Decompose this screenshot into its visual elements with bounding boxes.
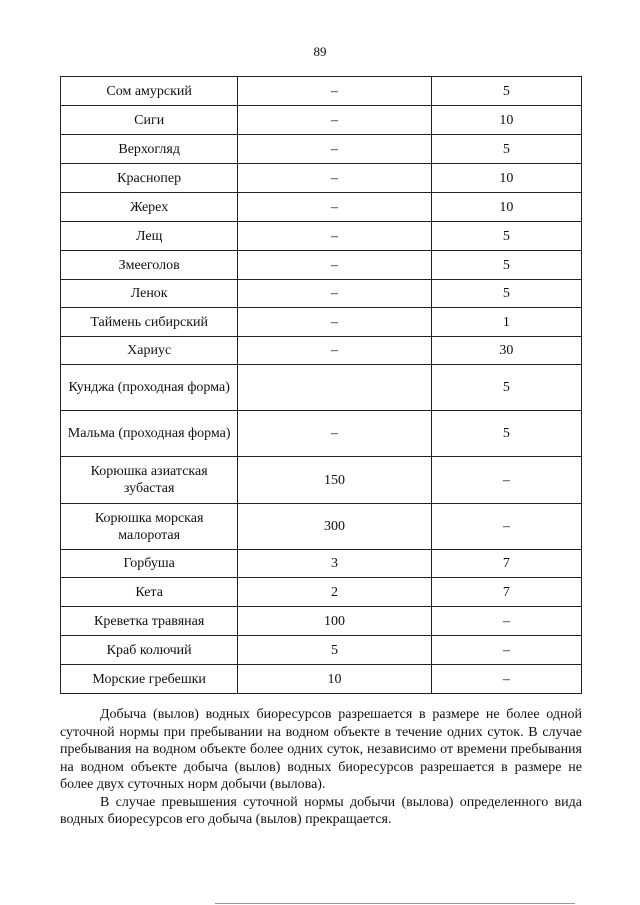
value-b-cell: –: [431, 504, 581, 550]
value-a-cell: 10: [238, 665, 431, 694]
table-row: [61, 365, 582, 411]
value-a-cell: –: [238, 280, 431, 308]
table-row: [61, 77, 582, 106]
species-name-cell: Хариус: [61, 337, 238, 365]
species-table: [60, 76, 582, 694]
value-a-cell: –: [238, 135, 431, 164]
table-row: [61, 607, 582, 636]
species-name-cell: Змееголов: [61, 251, 238, 280]
table-row: [61, 164, 582, 193]
value-b-cell: 5: [431, 280, 581, 308]
table-row: [61, 193, 582, 222]
table-row: [61, 636, 582, 665]
bottom-rule: [215, 903, 575, 904]
value-a-cell: –: [238, 193, 431, 222]
species-name-cell: Корюшка морская малоротая: [61, 504, 238, 550]
page-number: 89: [313, 44, 327, 59]
value-b-cell: 5: [431, 251, 581, 280]
species-name-cell: Кунджа (проходная форма): [61, 365, 238, 411]
value-a-cell: 2: [238, 578, 431, 607]
species-name-cell: Ленок: [61, 280, 238, 308]
value-b-cell: 5: [431, 77, 581, 106]
value-b-cell: 5: [431, 135, 581, 164]
value-a-cell: 300: [238, 504, 431, 550]
value-a-cell: 150: [238, 457, 431, 504]
species-name-cell: Лещ: [61, 222, 238, 251]
value-a-cell: –: [238, 308, 431, 337]
table-row: [61, 280, 582, 308]
value-a-cell: –: [238, 411, 431, 457]
table-row: [61, 457, 582, 504]
species-name-cell: Краб колючий: [61, 636, 238, 665]
table-row: [61, 665, 582, 694]
table-row: [61, 135, 582, 164]
value-a-cell: 5: [238, 636, 431, 665]
species-name-cell: Краснопер: [61, 164, 238, 193]
value-b-cell: 10: [431, 193, 581, 222]
value-b-cell: 5: [431, 222, 581, 251]
table-row: [61, 550, 582, 578]
species-name-cell: Сиги: [61, 106, 238, 135]
table-row: [61, 222, 582, 251]
value-b-cell: 30: [431, 337, 581, 365]
species-name-cell: Мальма (проходная форма): [61, 411, 238, 457]
table-row: [61, 504, 582, 550]
species-name-cell: Корюшка азиатская зубастая: [61, 457, 238, 504]
value-b-cell: 10: [431, 164, 581, 193]
value-a-cell: [238, 365, 431, 411]
value-b-cell: –: [431, 665, 581, 694]
paragraph-1: Добыча (вылов) водных биоресурсов разрешается в размере не более одной суточной нормы при пребывании на водном объекте в течение одних суток. В случае пребывания на водном объекте более одних суток, независимо от времени пребывания на водном объекте добыча (вылов) водных биоресурсов разрешается в размере не более двух суточных норм добычи (вылова).: [60, 707, 582, 792]
species-name-cell: Кета: [61, 578, 238, 607]
species-name-cell: Жерех: [61, 193, 238, 222]
table-row: [61, 411, 582, 457]
table-row: [61, 106, 582, 135]
value-a-cell: –: [238, 251, 431, 280]
species-name-cell: Горбуша: [61, 550, 238, 578]
value-b-cell: –: [431, 636, 581, 665]
value-a-cell: 100: [238, 607, 431, 636]
table-row: [61, 578, 582, 607]
species-name-cell: Таймень сибирский: [61, 308, 238, 337]
value-b-cell: –: [431, 607, 581, 636]
text-block: [60, 706, 582, 829]
value-b-cell: 5: [431, 411, 581, 457]
table-row: [61, 251, 582, 280]
value-a-cell: –: [238, 164, 431, 193]
value-b-cell: 7: [431, 550, 581, 578]
value-a-cell: –: [238, 337, 431, 365]
species-name-cell: Морские гребешки: [61, 665, 238, 694]
species-name-cell: Верхогляд: [61, 135, 238, 164]
table-row: [61, 337, 582, 365]
value-a-cell: –: [238, 106, 431, 135]
value-b-cell: 7: [431, 578, 581, 607]
value-b-cell: 1: [431, 308, 581, 337]
value-a-cell: –: [238, 222, 431, 251]
paragraph-2: В случае превышения суточной нормы добычи (вылова) определенного вида водных биоресурсов его добыча (вылов) прекращается.: [60, 794, 582, 827]
value-b-cell: –: [431, 457, 581, 504]
value-a-cell: –: [238, 77, 431, 106]
value-a-cell: 3: [238, 550, 431, 578]
table-row: [61, 308, 582, 337]
value-b-cell: 5: [431, 365, 581, 411]
species-name-cell: Креветка травяная: [61, 607, 238, 636]
value-b-cell: 10: [431, 106, 581, 135]
species-name-cell: Сом амурский: [61, 77, 238, 106]
